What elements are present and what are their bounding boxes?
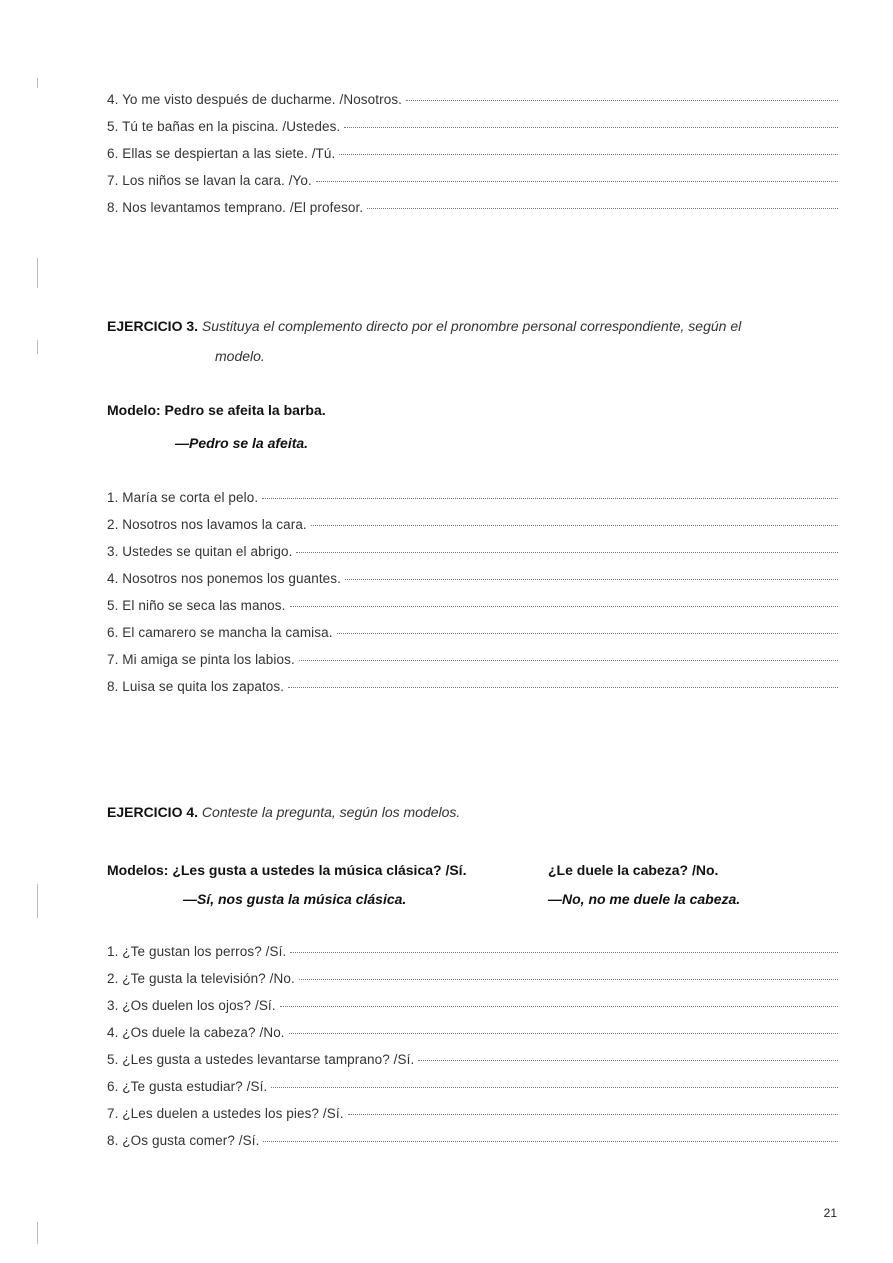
exercise4-model2-answer: —No, no me duele la cabeza. <box>548 891 741 907</box>
answer-line[interactable] <box>290 605 839 607</box>
list-item: 8. ¿Os gusta comer? /Sí. <box>107 1133 838 1160</box>
answer-line[interactable] <box>296 551 838 553</box>
answer-line[interactable] <box>299 978 838 980</box>
answer-line[interactable] <box>337 632 838 634</box>
exercise4-heading <box>107 797 838 827</box>
exercise4-model2-question: ¿Le duele la cabeza? /No. <box>548 862 719 878</box>
list-item: 2. Nosotros nos lavamos la cara. <box>107 517 838 544</box>
answer-line[interactable] <box>345 578 838 580</box>
exercise2-list <box>107 92 838 227</box>
page-number: 21 <box>823 1206 837 1220</box>
exercise3-instruction-cont: modelo. <box>215 348 265 364</box>
answer-line[interactable] <box>339 153 838 155</box>
margin-mark <box>37 1222 38 1244</box>
answer-line[interactable] <box>418 1059 838 1061</box>
answer-line[interactable] <box>288 686 838 688</box>
exercise3-label: EJERCICIO 3. <box>107 318 199 334</box>
exercise4-list <box>107 944 838 1160</box>
exercise4-label: EJERCICIO 4. <box>107 804 199 820</box>
exercise3-list <box>107 490 838 706</box>
answer-line[interactable] <box>316 180 838 182</box>
list-item: 7. ¿Les duelen a ustedes los pies? /Sí. <box>107 1106 838 1133</box>
exercise4-model1-question: Modelos: ¿Les gusta a ustedes la música clásica? /Sí. <box>107 862 467 878</box>
answer-line[interactable] <box>367 207 838 209</box>
list-item: 6. El camarero se mancha la camisa. <box>107 625 838 652</box>
margin-mark <box>37 340 38 354</box>
margin-mark <box>37 78 38 88</box>
exercise3-heading <box>107 311 838 371</box>
answer-line[interactable] <box>262 497 838 499</box>
list-item: 1. ¿Te gustan los perros? /Sí. <box>107 944 838 971</box>
list-item: 1. María se corta el pelo. <box>107 490 838 517</box>
exercise3-instruction: Sustituya el complemento directo por el pronombre personal correspondiente, según el <box>201 318 742 334</box>
answer-line[interactable] <box>348 1113 838 1115</box>
list-item: 5. El niño se seca las manos. <box>107 598 838 625</box>
margin-mark <box>37 258 38 288</box>
list-item: 2. ¿Te gusta la televisión? /No. <box>107 971 838 998</box>
answer-line[interactable] <box>311 524 838 526</box>
list-item: 4. Yo me visto después de ducharme. /Nosotros. <box>107 92 838 119</box>
list-item: 4. Nosotros nos ponemos los guantes. <box>107 571 838 598</box>
list-item: 8. Nos levantamos temprano. /El profesor. <box>107 200 838 227</box>
answer-line[interactable] <box>290 951 838 953</box>
exercise4-model1-answer: —Sí, nos gusta la música clásica. <box>183 891 407 907</box>
exercise4-instruction: Conteste la pregunta, según los modelos. <box>201 804 461 820</box>
list-item: 3. Ustedes se quitan el abrigo. <box>107 544 838 571</box>
list-item: 3. ¿Os duelen los ojos? /Sí. <box>107 998 838 1025</box>
answer-line[interactable] <box>299 659 838 661</box>
answer-line[interactable] <box>344 126 838 128</box>
list-item: 5. Tú te bañas en la piscina. /Ustedes. <box>107 119 838 146</box>
margin-mark <box>37 884 38 918</box>
answer-line[interactable] <box>289 1032 838 1034</box>
list-item: 6. Ellas se despiertan a las siete. /Tú. <box>107 146 838 173</box>
list-item: 8. Luisa se quita los zapatos. <box>107 679 838 706</box>
list-item: 5. ¿Les gusta a ustedes levantarse tamprano? /Sí. <box>107 1052 838 1079</box>
answer-line[interactable] <box>406 99 838 101</box>
list-item: 7. Los niños se lavan la cara. /Yo. <box>107 173 838 200</box>
list-item: 7. Mi amiga se pinta los labios. <box>107 652 838 679</box>
list-item: 4. ¿Os duele la cabeza? /No. <box>107 1025 838 1052</box>
answer-line[interactable] <box>280 1005 838 1007</box>
exercise3-model-answer: —Pedro se la afeita. <box>175 435 309 451</box>
list-item: 6. ¿Te gusta estudiar? /Sí. <box>107 1079 838 1106</box>
answer-line[interactable] <box>263 1140 838 1142</box>
exercise3-model-question: Modelo: Pedro se afeita la barba. <box>107 402 326 418</box>
answer-line[interactable] <box>271 1086 838 1088</box>
